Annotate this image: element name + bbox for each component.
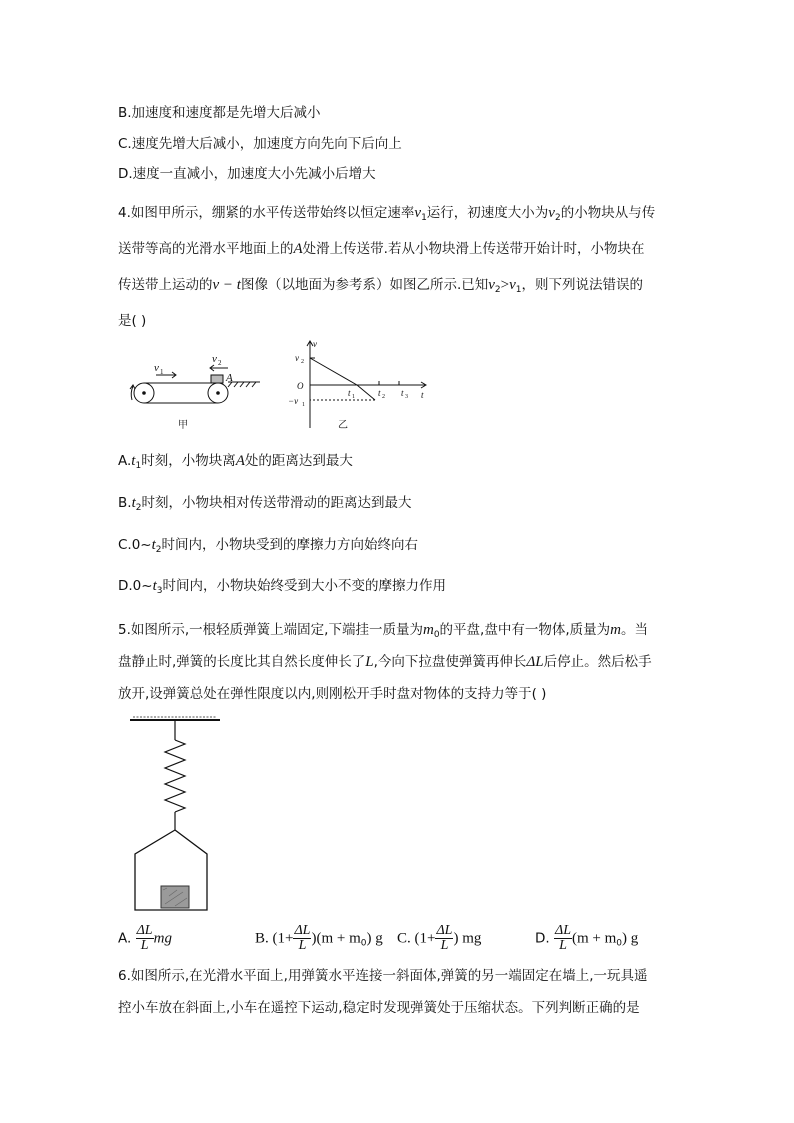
jia-v1-label: v <box>154 362 159 374</box>
q4-stem-line4: 是( ) <box>118 313 147 329</box>
frac-d: $\frac{\Delta L}{L}$ <box>554 923 571 953</box>
yi-caption: 乙 <box>338 420 348 431</box>
q4-option-d: $D.0\sim t_3$时间内，小物块始终受到大小不变的摩擦力作用 <box>118 578 446 596</box>
q4-option-c: $C.0\sim t_2$时间内，小物块受到的摩擦力方向始终向右 <box>118 537 419 555</box>
jia-A-label: A <box>226 372 233 384</box>
jia-v1-sub: 1 <box>160 368 164 376</box>
yi-neg-sub: 1 <box>302 402 305 408</box>
frac-c: $\frac{\Delta L}{L}$ <box>436 923 453 953</box>
frac-b: $\frac{\Delta L}{L}$ <box>294 923 311 953</box>
q5-stem-line3: 放开,设弹簧总处在弹性限度以内,则刚松开手时盘对物体的支持力等于( ) <box>118 686 547 702</box>
q3-option-b: B.加速度和速度都是先增大后减小 <box>118 105 321 121</box>
figure-jia-conveyor <box>120 348 270 434</box>
q3-option-c: C.速度先增大后减小，加速度方向先向下后向上 <box>118 136 402 152</box>
yi-t2: t <box>378 388 381 398</box>
q4-stem-line1: 4.如图甲所示，绷紧的水平传送带始终以恒定速率$v_1$运行，初速度大小为$v_2$的小物块从与传 <box>118 205 656 223</box>
yi-t3-sub: 3 <box>405 394 408 400</box>
yi-v2-sub: 2 <box>301 359 304 365</box>
q5-option-d: D. $\frac{\Delta L}{L}$ $(m + m_0)$ g <box>535 923 639 953</box>
q4-option-b: $B.t_2$时刻，小物块相对传送带滑动的距离达到最大 <box>118 495 412 513</box>
yi-t3: t <box>401 388 404 398</box>
yi-origin: O <box>297 381 304 391</box>
yi-axis-v: v <box>313 339 317 349</box>
yi-t1-sub: 1 <box>352 394 355 400</box>
jia-v2-sub: 2 <box>218 359 222 367</box>
yi-t1: t <box>348 388 351 398</box>
yi-v2-label: v <box>295 353 299 363</box>
q4-option-a: $A.t_1$时刻，小物块离A处的距离达到最大 <box>118 453 353 471</box>
q4-stem-line3: 传送带上运动的v − t图像（以地面为参考系）如图乙所示.已知$v_2>v_1$，则下列说法错误的 <box>118 277 644 295</box>
q3-option-d: D.速度一直减小，加速度大小先减小后增大 <box>118 166 376 182</box>
q5-stem-line2: 盘静止时,弹簧的长度比其自然长度伸长了L,今向下拉盘使弹簧再伸长ΔL后停止。然后松手 <box>118 654 652 670</box>
q5-option-b: B. (1+ $\frac{\Delta L}{L}$ )$(m + m_0)$ g <box>255 923 383 953</box>
frac-a: $\frac{\Delta L}{L}$ <box>136 923 153 953</box>
q5-stem-line1: 5.如图所示,一根轻质弹簧上端固定,下端挂一质量为$m_0$的平盘,盘中有一物体,质量为m。当 <box>118 622 648 640</box>
yi-t2-sub: 2 <box>382 394 385 400</box>
q6-stem-line2: 控小车放在斜面上,小车在遥控下运动,稳定时发现弹簧处于压缩状态。下列判断正确的是 <box>118 1000 640 1016</box>
yi-axis-t: t <box>421 390 424 400</box>
jia-caption: 甲 <box>178 420 188 431</box>
jia-v2-label: v <box>212 353 217 365</box>
figure-spring-pan <box>125 712 225 914</box>
yi-neg-v1: −v <box>288 396 299 406</box>
figure-yi-vt-graph <box>283 338 433 434</box>
q4-stem-line2: 送带等高的光滑水平地面上的A处滑上传送带.若从小物块滑上传送带开始计时，小物块在 <box>118 241 645 257</box>
q5-option-c: C. (1+ $\frac{\Delta L}{L}$ ) mg <box>397 923 482 953</box>
q5-option-a: A. $\frac{\Delta L}{L}$ mg <box>118 923 172 953</box>
q6-stem-line1: 6.如图所示,在光滑水平面上,用弹簧水平连接一斜面体,弹簧的另一端固定在墙上,一玩具遥 <box>118 968 648 984</box>
